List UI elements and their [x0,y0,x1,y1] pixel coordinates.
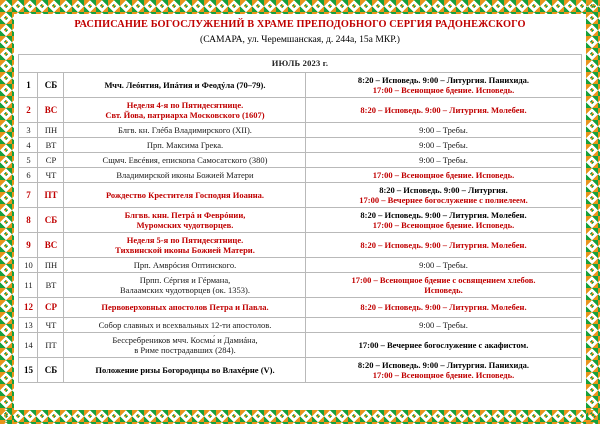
row-services-line: 8:20 – Исповедь. 9:00 – Литургия. Молебен. [360,209,527,220]
row-weekday: ПТ [38,333,64,358]
row-services [306,98,581,123]
row-commemoration-line: Муромских чудотворцев. [136,220,234,230]
row-services [306,233,581,258]
month-label: ИЮЛЬ 2023 г. [19,55,581,73]
row-commemoration [64,138,306,153]
table-row [19,273,581,298]
row-commemoration [64,208,306,233]
row-commemoration [64,168,306,183]
row-date-number: 12 [19,298,38,318]
row-date-number: 1 [19,73,38,98]
row-services-line: 17:00 – Всенощное бдение. Исповедь. [372,169,515,180]
row-commemoration-line: Неделя 4-я по Пятидесятнице. [126,99,244,110]
row-services-line: 8:20 – Исповедь. 9:00 – Литургия. Молебен. [360,239,527,250]
row-services-line: 9:00 – Требы. [419,154,468,165]
row-services-line: 17:00 – Всенощное бдение с освящением хлебов. [351,274,536,285]
row-weekday: СБ [38,358,64,383]
poster-content [16,16,584,408]
row-weekday: ЧТ [38,318,64,333]
row-services-line: 17:00 – Всенощное бдение. Исповедь. [372,85,515,95]
row-services-line: 9:00 – Требы. [419,124,468,135]
row-commemoration-line: Прп. Амврóсия Оптинского. [133,259,237,270]
row-services-line: 8:20 – Исповедь. 9:00 – Литургия. Молебен. [360,302,527,313]
row-commemoration-line: Прп. Максима Грека. [146,139,224,150]
row-commemoration-line: Мчч. Леóнтия, Ипáтия и Феодýла (70–79). [104,79,266,90]
row-commemoration-line: Положение ризы Богородицы во Влахéрне (V). [95,364,275,375]
row-weekday: ВС [38,233,64,258]
ornamental-border-left [0,0,14,424]
table-row [19,258,581,273]
row-commemoration [64,358,306,383]
table-row [19,183,581,208]
page-title: РАСПИСАНИЕ БОГОСЛУЖЕНИЙ В ХРАМЕ ПРЕПОДОБНОГО СЕРГИЯ РАДОНЕЖСКОГО [74,19,526,30]
table-row [19,138,581,153]
row-services [306,208,581,233]
row-commemoration [64,333,306,358]
row-date-number: 10 [19,258,38,273]
row-commemoration [64,233,306,258]
row-services [306,168,581,183]
row-weekday: ВТ [38,138,64,153]
table-row [19,123,581,138]
ornamental-border-right [586,0,600,424]
row-commemoration-line: Сщмч. Евсéвия, епископа Самосатского (380) [102,154,268,165]
row-commemoration-line: Свт. Йова, патриарха Московского (1607) [105,110,265,120]
row-commemoration-line: Владимирской иконы Божией Матери [116,169,254,180]
row-services [306,333,581,358]
row-commemoration-line: в Риме пострадавших (284). [134,345,236,355]
row-commemoration-line: Неделя 5-я по Пятидесятнице. [126,234,244,245]
row-services-line: 17:00 – Вечернее богослужение с полиелеем. [359,195,528,205]
church-address: (САМАРА, ул. Черемшанская, д. 244а, 15а МКР.) [200,34,400,45]
row-date-number: 13 [19,318,38,333]
row-services [306,273,581,298]
schedule-table [18,54,581,383]
row-services [306,298,581,318]
table-row [19,208,581,233]
table-row [19,153,581,168]
row-date-number: 7 [19,183,38,208]
row-services [306,123,581,138]
row-services-line: 8:20 – Исповедь. 9:00 – Литургия. Панихида. [357,359,530,370]
ornamental-border-top [0,0,600,14]
row-date-number: 2 [19,98,38,123]
row-services [306,358,581,383]
row-services [306,258,581,273]
row-commemoration [64,98,306,123]
table-row [19,318,581,333]
row-commemoration-line: Бессребреников мчч. Космы́ и Дамиáна, [112,334,258,345]
row-commemoration [64,153,306,168]
row-date-number: 8 [19,208,38,233]
row-services-line: 9:00 – Требы. [419,139,468,150]
row-date-number: 6 [19,168,38,183]
row-services-line: 8:20 – Исповедь. 9:00 – Литургия. Молебен. [360,104,527,115]
table-row [19,358,581,383]
row-weekday: ЧТ [38,168,64,183]
table-row [19,98,581,123]
row-commemoration-line: Рождество Крестителя Господня Иоанна. [105,189,265,200]
row-date-number: 15 [19,358,38,383]
ornamental-border-bottom [0,410,600,424]
table-row [19,298,581,318]
row-date-number: 9 [19,233,38,258]
row-commemoration [64,273,306,298]
row-weekday: ВС [38,98,64,123]
row-services [306,318,581,333]
row-weekday: ПН [38,258,64,273]
row-date-number: 14 [19,333,38,358]
row-services-line: 17:00 – Всенощное бдение. Исповедь. [372,370,515,380]
row-commemoration-line: Собор славных и всехвальных 12-ти апостолов. [98,319,272,330]
row-commemoration [64,183,306,208]
row-commemoration-line: Прпп. Сéргия и Гéрмана, [139,274,231,285]
row-weekday: СБ [38,208,64,233]
row-weekday: СБ [38,73,64,98]
row-services-line: 8:20 – Исповедь. 9:00 – Литургия. [379,184,508,195]
row-services-line: 17:00 – Вечернее богослужение с акафистом. [358,339,529,350]
row-date-number: 4 [19,138,38,153]
row-date-number: 11 [19,273,38,298]
row-weekday: ПН [38,123,64,138]
table-row [19,233,581,258]
row-commemoration [64,298,306,318]
row-weekday: ПТ [38,183,64,208]
row-commemoration-line: Тихвинской иконы Божией Матери. [115,245,255,255]
table-row [19,168,581,183]
schedule-table-body [19,55,581,383]
row-weekday: СР [38,298,64,318]
row-services-line: 9:00 – Требы. [419,319,468,330]
row-weekday: ВТ [38,273,64,298]
row-services [306,73,581,98]
month-header-row [19,55,581,73]
row-services-line: Исповедь. [424,285,463,295]
row-date-number: 3 [19,123,38,138]
row-date-number: 5 [19,153,38,168]
row-commemoration [64,73,306,98]
row-commemoration [64,258,306,273]
row-services [306,183,581,208]
row-services-line: 17:00 – Всенощное бдение. Исповедь. [372,220,515,230]
row-services-line: 9:00 – Требы. [419,259,468,270]
row-commemoration [64,318,306,333]
row-commemoration [64,123,306,138]
row-commemoration-line: Блгвв. кнн. Петрá и Феврóнии, [124,209,246,220]
row-commemoration-line: Блгв. кн. Глéба Владимирского (XII). [118,124,252,135]
title-block [16,16,584,47]
table-row [19,73,581,98]
row-services [306,153,581,168]
row-commemoration-line: Валаамских чудотворцев (ок. 1353). [119,285,250,295]
row-services [306,138,581,153]
row-commemoration-line: Первоверховных апостолов Петра и Павла. [101,302,269,313]
table-row [19,333,581,358]
row-services-line: 8:20 – Исповедь. 9:00 – Литургия. Панихида. [357,74,530,85]
row-weekday: СР [38,153,64,168]
